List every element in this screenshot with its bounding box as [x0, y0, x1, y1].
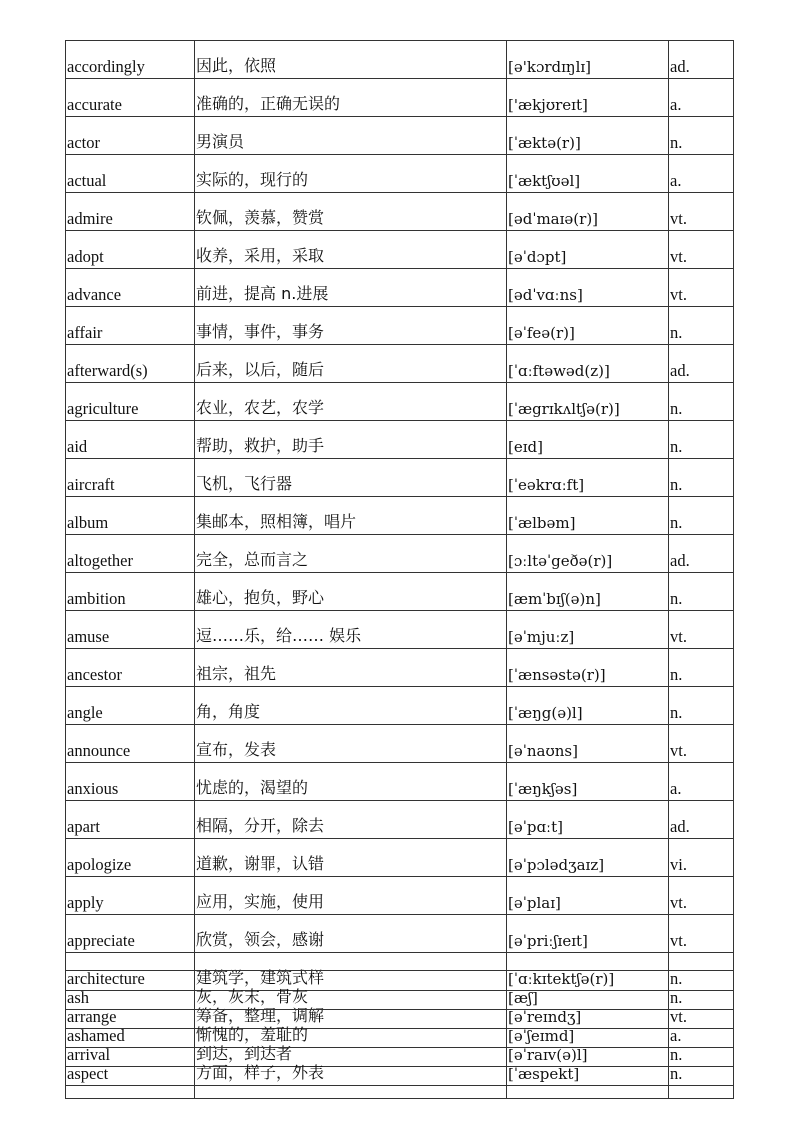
word-cell: appreciate: [66, 915, 195, 953]
meaning-cell: 惭愧的，羞耻的: [195, 1010, 507, 1048]
table-row-cut-off: [66, 1086, 734, 1099]
word-cell: architecture: [66, 953, 195, 991]
phonetic-cell: [ədˈmaɪə(r)]: [507, 193, 669, 231]
empty-cell: [66, 1086, 195, 1099]
phonetic-cell: [ə'kɔrdɪŋlɪ]: [507, 41, 669, 79]
word-cell: arrange: [66, 991, 195, 1029]
meaning-cell: 男演员: [195, 117, 507, 155]
part-of-speech-cell: vt.: [669, 611, 734, 649]
part-of-speech-cell: n.: [669, 1048, 734, 1086]
part-of-speech-cell: vt.: [669, 231, 734, 269]
table-row: [66, 497, 734, 535]
part-of-speech-cell: n.: [669, 1029, 734, 1067]
vocabulary-table: [65, 40, 734, 1067]
table-row: [66, 117, 734, 155]
part-of-speech-cell: n.: [669, 421, 734, 459]
word-cell: angle: [66, 687, 195, 725]
word-cell: ambition: [66, 573, 195, 611]
word-cell: aid: [66, 421, 195, 459]
table-row: [66, 307, 734, 345]
meaning-cell: 建筑学，建筑式样: [195, 953, 507, 991]
part-of-speech-cell: n.: [669, 117, 734, 155]
phonetic-cell: [ˈægrɪkʌltʃə(r)]: [507, 383, 669, 421]
word-cell: arrival: [66, 1029, 195, 1067]
table-row: [66, 573, 734, 611]
meaning-cell: 祖宗，祖先: [195, 649, 507, 687]
phonetic-cell: [əˈdɔpt]: [507, 231, 669, 269]
part-of-speech-cell: vt.: [669, 991, 734, 1029]
meaning-cell: 飞机，飞行器: [195, 459, 507, 497]
phonetic-cell: [əˈmjuːz]: [507, 611, 669, 649]
word-cell: ancestor: [66, 649, 195, 687]
vocabulary-table-continued: [65, 970, 734, 1099]
meaning-cell: 筹备，整理，调解: [195, 991, 507, 1029]
word-cell: amuse: [66, 611, 195, 649]
part-of-speech-cell: vt.: [669, 269, 734, 307]
part-of-speech-cell: vt.: [669, 193, 734, 231]
part-of-speech-cell: vi.: [669, 839, 734, 877]
part-of-speech-cell: a.: [669, 763, 734, 801]
empty-cell: [669, 1086, 734, 1099]
table-row: [66, 763, 734, 801]
phonetic-cell: [æʃ]: [507, 971, 669, 1010]
phonetic-cell: [əˈpriːʃɪeɪt]: [507, 915, 669, 953]
word-cell: apart: [66, 801, 195, 839]
word-cell: accurate: [66, 79, 195, 117]
word-cell: adopt: [66, 231, 195, 269]
table-row: [66, 649, 734, 687]
part-of-speech-cell: vt.: [669, 725, 734, 763]
table-row: [66, 345, 734, 383]
empty-cell: [507, 1086, 669, 1099]
word-cell: actual: [66, 155, 195, 193]
phonetic-cell: [ˈælbəm]: [507, 497, 669, 535]
part-of-speech-cell: ad.: [669, 801, 734, 839]
part-of-speech-cell: n.: [669, 497, 734, 535]
table-row: [66, 839, 734, 877]
table-row: [66, 383, 734, 421]
phonetic-cell: [æmˈbɪʃ(ə)n]: [507, 573, 669, 611]
part-of-speech-cell: vt.: [669, 915, 734, 953]
word-cell: aspect: [66, 1048, 195, 1086]
word-cell: accordingly: [66, 41, 195, 79]
table-row: [66, 459, 734, 497]
word-cell: afterward(s): [66, 345, 195, 383]
meaning-cell: 欣赏，领会，感谢: [195, 915, 507, 953]
meaning-cell: 雄心，抱负，野心: [195, 573, 507, 611]
table-row: [66, 79, 734, 117]
part-of-speech-cell: n.: [669, 383, 734, 421]
phonetic-cell: [ˈæspekt]: [507, 1048, 669, 1086]
phonetic-cell: [əˈpɔlədʒaɪz]: [507, 839, 669, 877]
word-cell: aircraft: [66, 459, 195, 497]
part-of-speech-cell: a.: [669, 79, 734, 117]
phonetic-cell: [əˈʃeɪmd]: [507, 1010, 669, 1048]
meaning-cell: 钦佩，羡慕，赞赏: [195, 193, 507, 231]
part-of-speech-cell: a.: [669, 1010, 734, 1048]
meaning-cell: 到达，到达者: [195, 1029, 507, 1067]
word-cell: actor: [66, 117, 195, 155]
table-row: [66, 269, 734, 307]
word-cell: album: [66, 497, 195, 535]
table-row: [66, 1010, 734, 1048]
part-of-speech-cell: ad.: [669, 345, 734, 383]
word-cell: agriculture: [66, 383, 195, 421]
meaning-cell: 收养，采用，采取: [195, 231, 507, 269]
table-row: [66, 155, 734, 193]
meaning-cell: 实际的，现行的: [195, 155, 507, 193]
meaning-cell: 相隔，分开，除去: [195, 801, 507, 839]
table-row: [66, 915, 734, 953]
vocabulary-table-continued-body: [66, 971, 734, 1099]
phonetic-cell: [ədˈvɑːns]: [507, 269, 669, 307]
part-of-speech-cell: vt.: [669, 877, 734, 915]
phonetic-cell: [ˈæŋkʃəs]: [507, 763, 669, 801]
table-row: [66, 801, 734, 839]
phonetic-cell: ['ækjʊreɪt]: [507, 79, 669, 117]
empty-cell: [195, 1086, 507, 1099]
part-of-speech-cell: n.: [669, 953, 734, 991]
phonetic-cell: [əˈraɪv(ə)l]: [507, 1029, 669, 1067]
table-row: [66, 41, 734, 79]
meaning-cell: 灰，灰末，骨灰: [195, 971, 507, 1010]
word-cell: advance: [66, 269, 195, 307]
part-of-speech-cell: n.: [669, 307, 734, 345]
part-of-speech-cell: n.: [669, 459, 734, 497]
phonetic-cell: [ˈeəkrɑːft]: [507, 459, 669, 497]
phonetic-cell: [əˈfeə(r)]: [507, 307, 669, 345]
word-cell: affair: [66, 307, 195, 345]
word-cell: altogether: [66, 535, 195, 573]
phonetic-cell: [eɪd]: [507, 421, 669, 459]
table-row: [66, 1048, 734, 1086]
meaning-cell: 逗……乐，给…… 娱乐: [195, 611, 507, 649]
word-cell: apologize: [66, 839, 195, 877]
meaning-cell: 角，角度: [195, 687, 507, 725]
meaning-cell: 忧虑的，渴望的: [195, 763, 507, 801]
phonetic-cell: [əˈreɪndʒ]: [507, 991, 669, 1029]
phonetic-cell: [ˈɑːftəwəd(z)]: [507, 345, 669, 383]
part-of-speech-cell: n.: [669, 971, 734, 1010]
meaning-cell: 后来，以后，随后: [195, 345, 507, 383]
word-cell: admire: [66, 193, 195, 231]
meaning-cell: 应用，实施，使用: [195, 877, 507, 915]
word-cell: ashamed: [66, 1010, 195, 1048]
phonetic-cell: [əˈnaʊns]: [507, 725, 669, 763]
meaning-cell: 前进，提高 n.进展: [195, 269, 507, 307]
phonetic-cell: [ˈɑːkɪtektʃə(r)]: [507, 953, 669, 991]
meaning-cell: 宣布，发表: [195, 725, 507, 763]
table-row: [66, 725, 734, 763]
table-row: [66, 421, 734, 459]
table-row: [66, 971, 734, 1010]
word-cell: apply: [66, 877, 195, 915]
meaning-cell: 农业，农艺，农学: [195, 383, 507, 421]
table-row: [66, 611, 734, 649]
meaning-cell: 准确的，正确无误的: [195, 79, 507, 117]
word-cell: ash: [66, 971, 195, 1010]
phonetic-cell: [əˈplaɪ]: [507, 877, 669, 915]
phonetic-cell: [əˈpɑːt]: [507, 801, 669, 839]
meaning-cell: 事情，事件，事务: [195, 307, 507, 345]
part-of-speech-cell: ad.: [669, 41, 734, 79]
phonetic-cell: [ˈæktə(r)]: [507, 117, 669, 155]
word-cell: anxious: [66, 763, 195, 801]
table-row: [66, 687, 734, 725]
phonetic-cell: [ˈæŋg(ə)l]: [507, 687, 669, 725]
phonetic-cell: [ˈæktʃʊəl]: [507, 155, 669, 193]
meaning-cell: 完全，总而言之: [195, 535, 507, 573]
meaning-cell: 道歉，谢罪，认错: [195, 839, 507, 877]
table-row: [66, 877, 734, 915]
part-of-speech-cell: n.: [669, 649, 734, 687]
meaning-cell: 帮助，救护，助手: [195, 421, 507, 459]
meaning-cell: 方面，样子，外表: [195, 1048, 507, 1086]
part-of-speech-cell: ad.: [669, 535, 734, 573]
word-cell: announce: [66, 725, 195, 763]
table-row: [66, 231, 734, 269]
phonetic-cell: [ɔːltəˈgeðə(r)]: [507, 535, 669, 573]
table-row: [66, 535, 734, 573]
table-row: [66, 193, 734, 231]
vocabulary-table-body: [66, 41, 734, 1067]
part-of-speech-cell: a.: [669, 155, 734, 193]
phonetic-cell: [ˈænsəstə(r)]: [507, 649, 669, 687]
meaning-cell: 集邮本，照相簿，唱片: [195, 497, 507, 535]
meaning-cell: 因此，依照: [195, 41, 507, 79]
part-of-speech-cell: n.: [669, 687, 734, 725]
part-of-speech-cell: n.: [669, 573, 734, 611]
